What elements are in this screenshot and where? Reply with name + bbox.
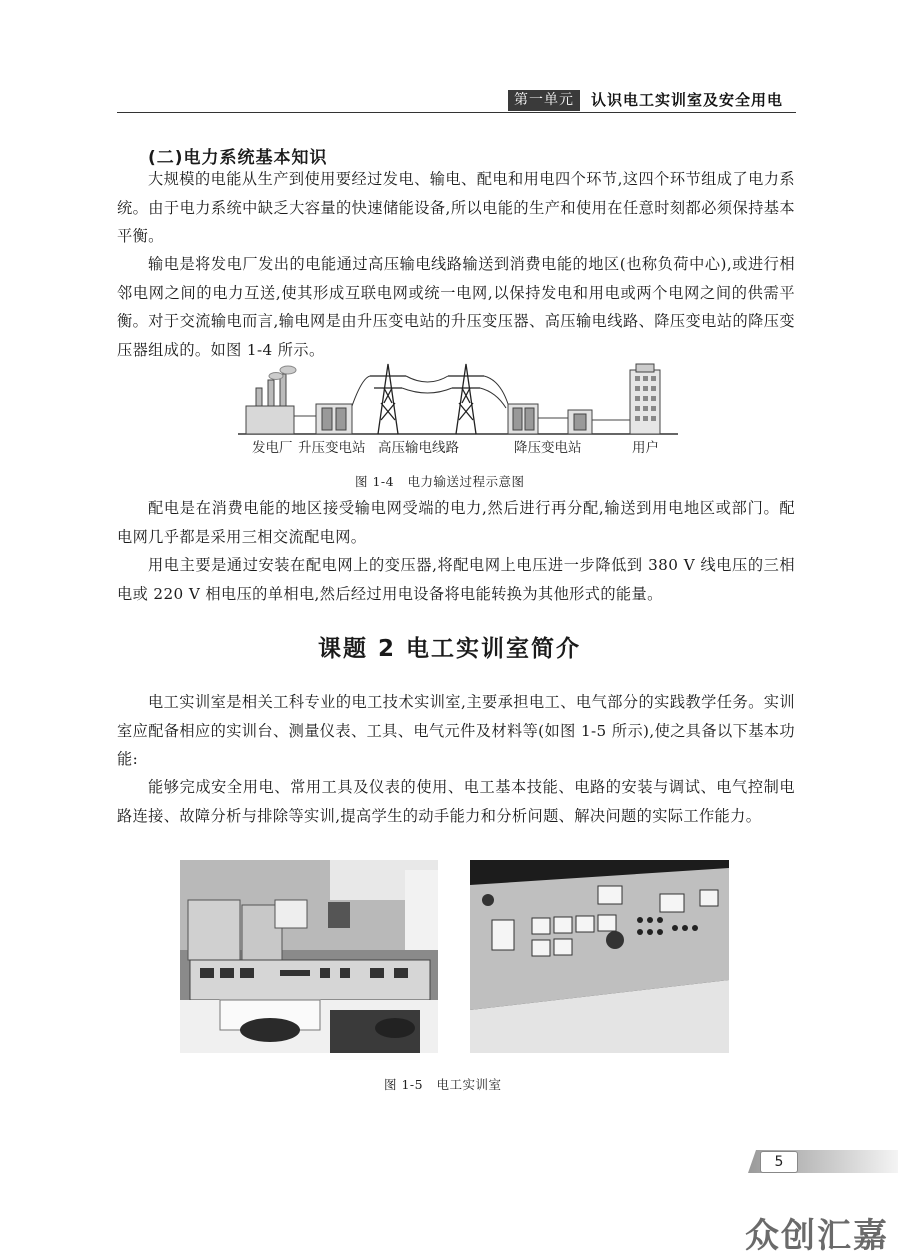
power-plant-icon bbox=[246, 366, 296, 434]
label-power-plant: 发电厂 bbox=[252, 440, 293, 456]
watermark-text: 众创汇嘉 bbox=[745, 1216, 889, 1256]
label-transmission-line: 高压输电线路 bbox=[378, 440, 459, 456]
step-down-substation-icon bbox=[508, 404, 630, 434]
chapter-title: 课题 2 电工实训室简介 bbox=[317, 636, 582, 662]
transmission-tower-left-icon bbox=[370, 364, 406, 434]
label-step-up-substation: 升压变电站 bbox=[298, 440, 366, 456]
lab-photo-workbench bbox=[470, 860, 729, 1053]
label-step-down-substation: 降压变电站 bbox=[514, 440, 582, 456]
page-number: 5 bbox=[760, 1151, 798, 1173]
paragraph-consumption: 用电主要是通过安装在配电网上的变压器,将配电网上电压进一步降低到 380 V 线电压的三相电或 220 V 相电压的单相电,然后经过用电设备将电能转换为其他形式的能量。 bbox=[117, 556, 795, 603]
figure-1-5-caption: 图 1-5 电工实训室 bbox=[384, 1077, 502, 1092]
transmission-tower-right-icon bbox=[448, 364, 484, 434]
label-user: 用户 bbox=[632, 440, 659, 456]
header-rule bbox=[117, 112, 796, 113]
step-up-substation-icon bbox=[294, 404, 352, 434]
lab-photo-room bbox=[180, 860, 438, 1053]
unit-title: 认识电工实训室及安全用电 bbox=[591, 91, 784, 109]
paragraph-distribution: 配电是在消费电能的地区接受输电网受端的电力,然后进行再分配,输送到用电地区或部门。配电网几乎都是采用三相交流配电网。 bbox=[117, 499, 795, 546]
paragraph-transmission: 输电是将发电厂发出的电能通过高压输电线路输送到消费电能的地区(也称负荷中心),或进行相邻电网之间的电力互送,使其形成互联电网或统一电网,以保持发电和用电或两个电网之间的供需平衡。对于交流输电而言,输电网是由升压变电站的升压变压器、高压输电线路、降压变电站的降压变压器组成的。如图 1-4 所示。 bbox=[117, 255, 795, 359]
user-building-icon bbox=[630, 364, 660, 434]
paragraph-lab-functions: 能够完成安全用电、常用工具及仪表的使用、电工基本技能、电路的安装与调试、电气控制电路连接、故障分析与排除等实训,提高学生的动手能力和分析问题、解决问题的实际工作能力。 bbox=[117, 778, 795, 825]
section-title: (二)电力系统基本知识 bbox=[148, 148, 328, 168]
unit-badge: 第一单元 bbox=[508, 90, 580, 111]
paragraph-lab-intro: 电工实训室是相关工科专业的电工技术实训室,主要承担电工、电气部分的实践教学任务。实训室应配备相应的实训台、测量仪表、工具、电气元件及材料等(如图 1-5 所示),使之具备以下基本功能: bbox=[117, 693, 795, 768]
running-header bbox=[0, 88, 899, 118]
power-line-wires bbox=[352, 376, 508, 408]
paragraph-power-system: 大规模的电能从生产到使用要经过发电、输电、配电和用电四个环节,这四个环节组成了电力系统。由于电力系统中缺乏大容量的快速储能设备,所以电能的生产和使用在任意时刻都必须保持基本平衡。 bbox=[117, 170, 795, 245]
power-transmission-diagram bbox=[238, 358, 678, 438]
lab-room-illustration bbox=[180, 860, 438, 1053]
figure-1-4-caption: 图 1-4 电力输送过程示意图 bbox=[355, 474, 525, 489]
lab-workbench-illustration bbox=[470, 860, 729, 1053]
